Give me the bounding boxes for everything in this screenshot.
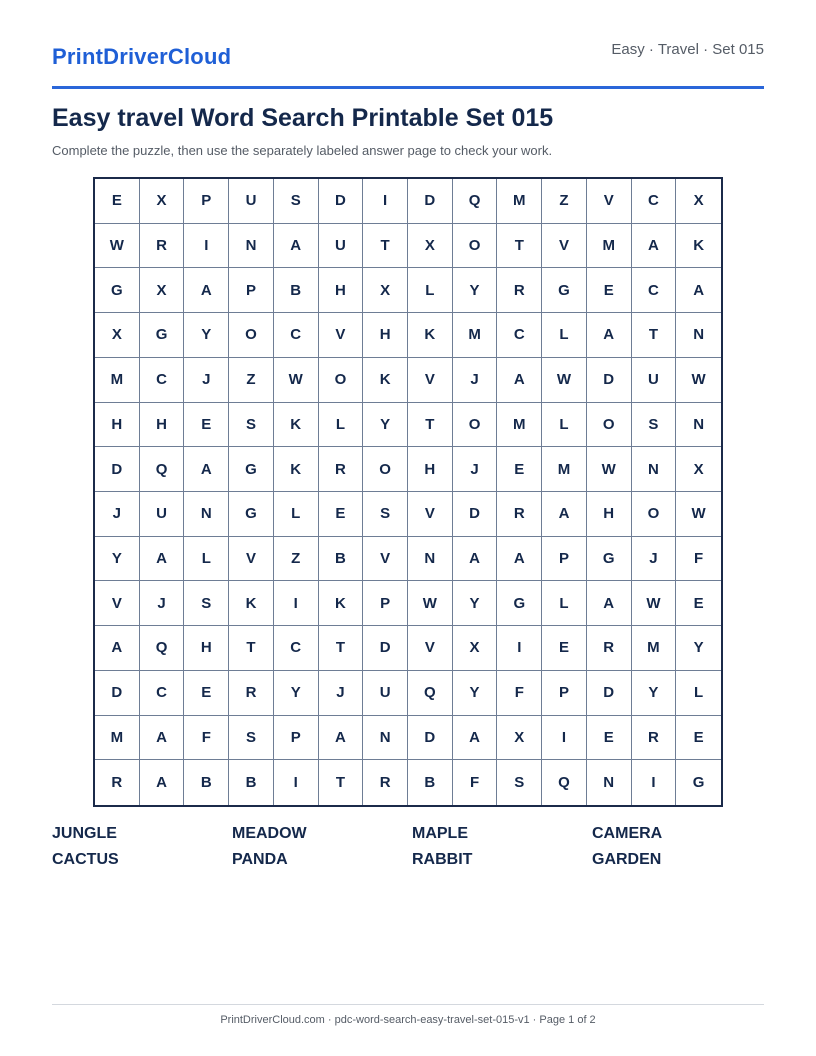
grid-cell: G <box>229 492 274 537</box>
grid-cell: D <box>453 492 498 537</box>
grid-cell: W <box>408 581 453 626</box>
grid-cell: O <box>632 492 677 537</box>
grid-cell: L <box>274 492 319 537</box>
grid-cell: M <box>542 447 587 492</box>
grid-cell: I <box>274 581 319 626</box>
grid-cell: C <box>140 671 185 716</box>
grid-cell: A <box>453 716 498 761</box>
grid-cell: O <box>587 403 632 448</box>
word-list-item: RABBIT <box>412 851 473 868</box>
grid-cell: A <box>95 626 140 671</box>
grid-cell: G <box>95 268 140 313</box>
grid-cell: J <box>184 358 229 403</box>
word-list-item: MAPLE <box>412 825 468 842</box>
grid-cell: E <box>587 716 632 761</box>
set-label: Easy · Travel · Set 015 <box>611 41 764 58</box>
word-list-item: CAMERA <box>592 825 663 842</box>
grid-cell: Z <box>229 358 274 403</box>
grid-cell: N <box>408 537 453 582</box>
grid-cell: O <box>453 224 498 269</box>
grid-cell: B <box>408 760 453 805</box>
grid-cell: J <box>95 492 140 537</box>
grid-cell: M <box>95 716 140 761</box>
grid-cell: N <box>587 760 632 805</box>
grid-cell: E <box>676 581 721 626</box>
grid-cell: X <box>497 716 542 761</box>
grid-cell: A <box>453 537 498 582</box>
grid-cell: H <box>408 447 453 492</box>
grid-cell: X <box>95 313 140 358</box>
page-subtitle: Complete the puzzle, then use the separately labeled answer page to check your work. <box>52 143 553 158</box>
grid-cell: B <box>229 760 274 805</box>
word-list-item: CACTUS <box>52 851 119 868</box>
grid-cell: H <box>587 492 632 537</box>
grid-cell: Q <box>542 760 587 805</box>
grid-cell: V <box>95 581 140 626</box>
grid-cell: A <box>184 268 229 313</box>
grid-cell: N <box>229 224 274 269</box>
grid-cell: Q <box>140 447 185 492</box>
page-header <box>52 38 764 89</box>
grid-cell: C <box>274 313 319 358</box>
grid-cell: X <box>676 447 721 492</box>
grid-cell: A <box>632 224 677 269</box>
grid-cell: F <box>676 537 721 582</box>
grid-cell: T <box>319 626 364 671</box>
grid-cell: S <box>363 492 408 537</box>
grid-cell: D <box>587 671 632 716</box>
grid-cell: S <box>497 760 542 805</box>
grid-cell: R <box>497 268 542 313</box>
grid-cell: O <box>319 358 364 403</box>
grid-cell: D <box>95 447 140 492</box>
grid-cell: O <box>229 313 274 358</box>
grid-cell: I <box>632 760 677 805</box>
grid-cell: N <box>632 447 677 492</box>
grid-cell: M <box>497 403 542 448</box>
grid-cell: J <box>453 358 498 403</box>
grid-cell: S <box>184 581 229 626</box>
grid-cell: A <box>497 537 542 582</box>
grid-cell: C <box>497 313 542 358</box>
grid-cell: P <box>229 268 274 313</box>
grid-cell: E <box>497 447 542 492</box>
grid-cell: D <box>408 716 453 761</box>
grid-cell: M <box>497 179 542 224</box>
grid-cell: A <box>587 581 632 626</box>
grid-cell: A <box>184 447 229 492</box>
grid-cell: J <box>319 671 364 716</box>
grid-cell: L <box>542 581 587 626</box>
grid-cell: D <box>408 179 453 224</box>
grid-cell: W <box>274 358 319 403</box>
grid-cell: U <box>632 358 677 403</box>
grid-cell: R <box>229 671 274 716</box>
grid-cell: L <box>542 403 587 448</box>
grid-cell: Y <box>184 313 229 358</box>
grid-cell: B <box>274 268 319 313</box>
grid-cell: A <box>140 716 185 761</box>
grid-cell: X <box>140 268 185 313</box>
grid-cell: U <box>229 179 274 224</box>
grid-cell: H <box>95 403 140 448</box>
grid-cell: A <box>319 716 364 761</box>
grid-cell: H <box>319 268 364 313</box>
grid-cell: D <box>363 626 408 671</box>
grid-cell: W <box>542 358 587 403</box>
grid-cell: C <box>140 358 185 403</box>
grid-cell: W <box>676 492 721 537</box>
grid-cell: G <box>497 581 542 626</box>
grid-cell: R <box>363 760 408 805</box>
grid-cell: L <box>676 671 721 716</box>
page-title: Easy travel Word Search Printable Set 015 <box>52 104 554 132</box>
grid-cell: T <box>363 224 408 269</box>
grid-cell: P <box>184 179 229 224</box>
grid-cell: L <box>542 313 587 358</box>
grid-cell: C <box>632 268 677 313</box>
grid-cell: M <box>95 358 140 403</box>
grid-cell: G <box>229 447 274 492</box>
grid-cell: G <box>587 537 632 582</box>
grid-cell: L <box>319 403 364 448</box>
word-search-grid <box>93 177 723 807</box>
grid-cell: W <box>632 581 677 626</box>
grid-cell: M <box>453 313 498 358</box>
grid-cell: P <box>363 581 408 626</box>
grid-cell: I <box>184 224 229 269</box>
word-list-item: JUNGLE <box>52 825 117 842</box>
grid-cell: V <box>408 492 453 537</box>
grid-cell: K <box>408 313 453 358</box>
grid-cell: W <box>95 224 140 269</box>
grid-cell: I <box>274 760 319 805</box>
grid-cell: X <box>363 268 408 313</box>
grid-cell: R <box>632 716 677 761</box>
grid-cell: E <box>184 671 229 716</box>
grid-cell: Y <box>676 626 721 671</box>
grid-cell: U <box>319 224 364 269</box>
grid-cell: V <box>229 537 274 582</box>
grid-cell: Y <box>274 671 319 716</box>
grid-cell: V <box>587 179 632 224</box>
grid-cell: Y <box>363 403 408 448</box>
grid-cell: A <box>676 268 721 313</box>
grid-cell: E <box>95 179 140 224</box>
grid-cell: P <box>274 716 319 761</box>
grid-cell: C <box>632 179 677 224</box>
grid-cell: K <box>319 581 364 626</box>
grid-cell: K <box>229 581 274 626</box>
grid-cell: W <box>676 358 721 403</box>
grid-cell: C <box>274 626 319 671</box>
grid-cell: R <box>140 224 185 269</box>
grid-cell: H <box>140 403 185 448</box>
grid-cell: K <box>274 403 319 448</box>
grid-cell: S <box>632 403 677 448</box>
grid-cell: F <box>453 760 498 805</box>
grid-cell: V <box>408 358 453 403</box>
grid-cell: N <box>676 403 721 448</box>
grid-cell: T <box>408 403 453 448</box>
word-list-item: GARDEN <box>592 851 662 868</box>
grid-cell: U <box>140 492 185 537</box>
grid-cell: T <box>632 313 677 358</box>
grid-cell: O <box>363 447 408 492</box>
grid-cell: Z <box>542 179 587 224</box>
word-list-item: PANDA <box>232 851 288 868</box>
grid-cell: V <box>542 224 587 269</box>
grid-cell: R <box>497 492 542 537</box>
grid-cell: L <box>408 268 453 313</box>
grid-cell: S <box>229 716 274 761</box>
grid-cell: Y <box>632 671 677 716</box>
grid-cell: X <box>676 179 721 224</box>
grid-cell: T <box>497 224 542 269</box>
grid-cell: I <box>363 179 408 224</box>
grid-cell: D <box>319 179 364 224</box>
grid-cell: K <box>363 358 408 403</box>
grid-cell: S <box>229 403 274 448</box>
grid-cell: Y <box>453 671 498 716</box>
word-list <box>52 825 772 869</box>
grid-cell: D <box>587 358 632 403</box>
grid-cell: R <box>319 447 364 492</box>
grid-cell: E <box>676 716 721 761</box>
grid-cell: A <box>140 537 185 582</box>
grid-cell: E <box>542 626 587 671</box>
grid-cell: B <box>184 760 229 805</box>
grid-cell: Z <box>274 537 319 582</box>
grid-cell: R <box>95 760 140 805</box>
grid-cell: V <box>319 313 364 358</box>
grid-cell: O <box>453 403 498 448</box>
word-list-item: MEADOW <box>232 825 307 842</box>
grid-cell: D <box>95 671 140 716</box>
grid-cell: W <box>587 447 632 492</box>
grid-cell: A <box>497 358 542 403</box>
grid-cell: E <box>319 492 364 537</box>
grid-cell: L <box>184 537 229 582</box>
grid-cell: Y <box>453 268 498 313</box>
grid-cell: F <box>497 671 542 716</box>
grid-cell: U <box>363 671 408 716</box>
grid-cell: T <box>229 626 274 671</box>
grid-cell: T <box>319 760 364 805</box>
footer-divider <box>52 1004 764 1005</box>
grid-cell: X <box>140 179 185 224</box>
grid-cell: M <box>587 224 632 269</box>
grid-cell: V <box>363 537 408 582</box>
grid-cell: J <box>453 447 498 492</box>
grid-cell: B <box>319 537 364 582</box>
grid-cell: J <box>140 581 185 626</box>
grid-cell: J <box>632 537 677 582</box>
grid-cell: Q <box>140 626 185 671</box>
grid-cell: Y <box>95 537 140 582</box>
grid-cell: K <box>274 447 319 492</box>
grid-cell: X <box>453 626 498 671</box>
grid-cell: F <box>184 716 229 761</box>
grid-cell: V <box>408 626 453 671</box>
grid-cell: N <box>184 492 229 537</box>
grid-cell: I <box>497 626 542 671</box>
grid-cell: S <box>274 179 319 224</box>
grid-cell: I <box>542 716 587 761</box>
grid-cell: K <box>676 224 721 269</box>
grid-cell: G <box>542 268 587 313</box>
grid-cell: R <box>587 626 632 671</box>
grid-cell: E <box>184 403 229 448</box>
grid-cell: Y <box>453 581 498 626</box>
brand-logo[interactable]: PrintDriverCloud <box>52 44 232 69</box>
grid-cell: P <box>542 537 587 582</box>
grid-cell: X <box>408 224 453 269</box>
grid-cell: Q <box>408 671 453 716</box>
grid-cell: G <box>140 313 185 358</box>
grid-cell: H <box>363 313 408 358</box>
page-footer: PrintDriverCloud.com · pdc-word-search-easy-travel-set-015-v1 · Page 1 of 2 <box>220 1014 596 1026</box>
grid-cell: A <box>140 760 185 805</box>
grid-cell: M <box>632 626 677 671</box>
grid-cell: G <box>692 774 705 792</box>
grid-cell: A <box>274 224 319 269</box>
grid-cell: E <box>587 268 632 313</box>
grid-cell: H <box>184 626 229 671</box>
grid-cell: A <box>587 313 632 358</box>
grid-cell: N <box>363 716 408 761</box>
grid-cell: A <box>542 492 587 537</box>
grid-cell: Q <box>453 179 498 224</box>
grid-cell: N <box>676 313 721 358</box>
grid-cell: P <box>542 671 587 716</box>
